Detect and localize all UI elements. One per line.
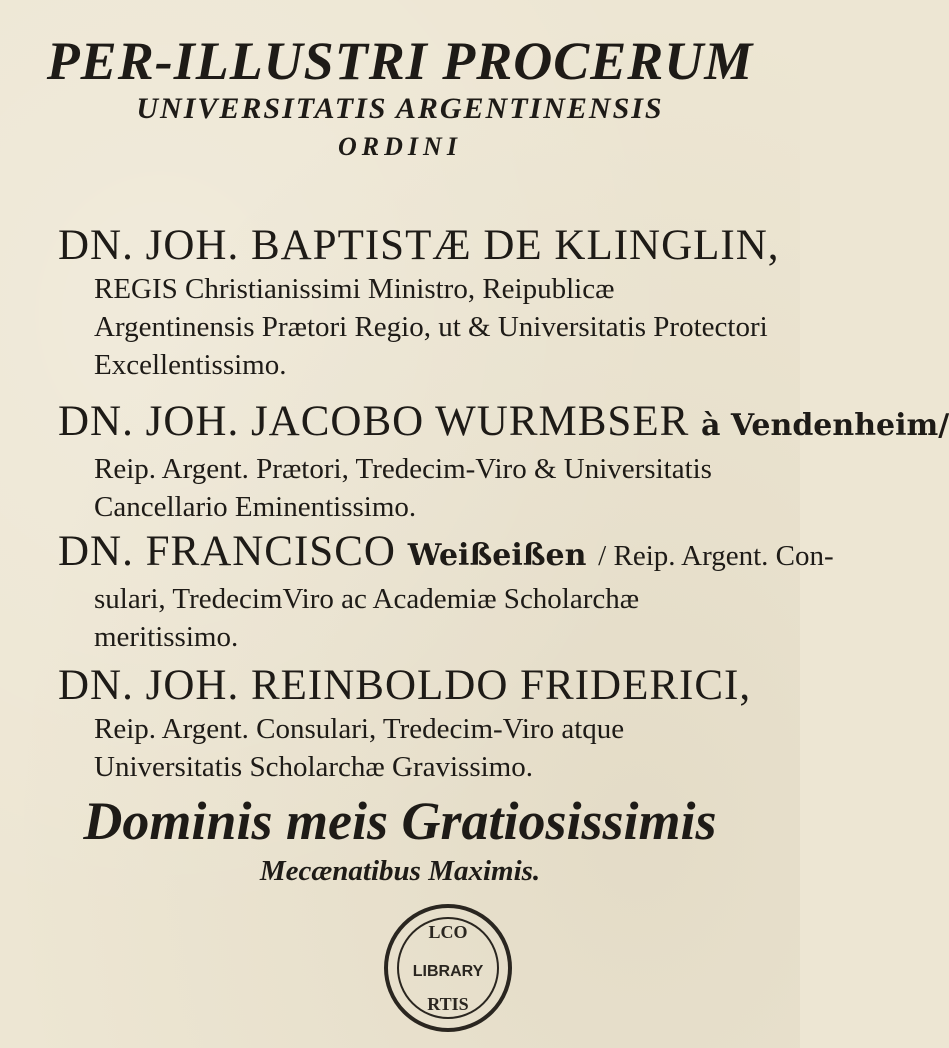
entry-description: REGIS Christianissimi Ministro, Reipublicæ Argentinensis Prætori Regio, ut & Universitatis Protectori Excellentissimo.: [94, 273, 768, 381]
entry-description: sulari, TredecimViro ac Academiæ Scholarchæ meritissimo.: [94, 583, 640, 653]
entry-name-inline-text: / Reip. Argent. Con-: [598, 540, 834, 572]
library-stamp: [378, 898, 518, 1038]
title-line-1: PER-ILLUSTRI PROCERUM: [46, 31, 754, 91]
dedication-entry-francisco: [58, 528, 834, 656]
entry-name-line: [58, 398, 949, 450]
entry-name: DN. JOH. JACOBO WURMBSER: [58, 398, 690, 445]
entry-description: Reip. Argent. Prætori, Tredecim-Viro & Universitatis Cancellario Eminentissimo.: [94, 453, 712, 523]
title-line-3: ORDINI: [338, 132, 462, 161]
entry-description: Reip. Argent. Consulari, Tredecim-Viro atque Universitatis Scholarchæ Gravissimo.: [94, 713, 625, 783]
stamp-bottom-text: RTIS: [427, 994, 469, 1014]
entry-name-suffix: Weißeißen: [407, 538, 587, 573]
closing-dedication: Dominis meis Gratiosissimis: [83, 791, 717, 851]
stamp-top-text: LCO: [428, 922, 468, 942]
entry-name: DN. FRANCISCO: [58, 528, 396, 575]
title-line-2: UNIVERSITATIS ARGENTINENSIS: [136, 92, 664, 125]
closing-subline: Mecænatibus Maximis.: [259, 855, 541, 887]
stamp-middle-text: LIBRARY: [412, 963, 484, 980]
entry-name-suffix: à Vendenheim/: [701, 408, 949, 443]
entry-name: DN. JOH. BAPTISTÆ DE KLINGLIN,: [58, 222, 780, 269]
entry-name-line: [58, 528, 834, 580]
dedication-entry-friderici: [58, 662, 778, 786]
dedication-entry-klinglin: [58, 222, 778, 384]
entry-name: DN. JOH. REINBOLDO FRIDERICI,: [58, 662, 752, 709]
dedication-entry-wurmbser: [58, 398, 949, 526]
